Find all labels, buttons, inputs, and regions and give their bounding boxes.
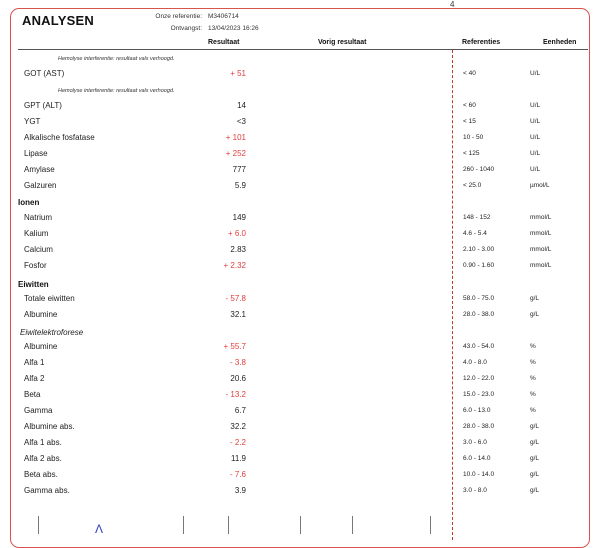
result-unit: % (530, 407, 536, 414)
table-row (0, 486, 603, 498)
reference-range: 260 - 1040 (463, 166, 495, 173)
col-reference-header: Referenties (462, 39, 501, 46)
result-value: + 55.7 (223, 342, 246, 351)
reference-range: 10 - 50 (463, 134, 484, 141)
reference-range: 12.0 - 22.0 (463, 375, 495, 382)
result-unit: g/L (530, 423, 540, 430)
result-value: + 6.0 (227, 229, 246, 238)
section-heading-ionen: Ionen (18, 198, 40, 207)
hemolysis-note: Hemolyse interferentie: resultaat vals verhoogd. (58, 88, 175, 94)
result-name: Calcium (24, 245, 53, 254)
reference-range: 4.0 - 8.0 (463, 359, 487, 366)
table-row (0, 294, 603, 306)
result-value: + 101 (225, 133, 246, 142)
table-row (0, 438, 603, 450)
result-unit: g/L (530, 471, 540, 478)
header-divider (18, 49, 588, 50)
result-name: Gamma (24, 406, 53, 415)
reference-range: 28.0 - 38.0 (463, 311, 495, 318)
bottom-divider (228, 516, 229, 534)
table-row (0, 358, 603, 370)
table-row (0, 149, 603, 161)
result-unit: g/L (530, 487, 540, 494)
table-row (0, 117, 603, 129)
table-row (0, 374, 603, 386)
signature-mark: Λ (95, 522, 104, 536)
bottom-divider (430, 516, 431, 534)
result-unit: % (530, 391, 536, 398)
table-row (0, 261, 603, 273)
result-name: Gamma abs. (24, 486, 70, 495)
result-value: 20.6 (230, 374, 246, 383)
result-value: 5.9 (234, 181, 246, 190)
reference-range: 6.0 - 13.0 (463, 407, 491, 414)
result-name: Albumine abs. (24, 422, 75, 431)
result-value: 3.9 (234, 486, 246, 495)
reference-label: Onze referentie: (155, 13, 202, 20)
result-unit: mmol/L (530, 214, 552, 221)
reference-range: 148 - 152 (463, 214, 491, 221)
result-value: <3 (236, 117, 246, 126)
result-unit: U/L (530, 70, 541, 77)
reference-value: M3406714 (208, 13, 239, 20)
result-unit: g/L (530, 439, 540, 446)
result-unit: U/L (530, 118, 541, 125)
result-unit: % (530, 343, 536, 350)
subsection-heading-eiwitelektroforese: Eiwitelektroforese (20, 328, 84, 337)
reference-range: 6.0 - 14.0 (463, 455, 491, 462)
result-value: 6.7 (234, 406, 246, 415)
result-unit: mmol/L (530, 230, 552, 237)
result-unit: U/L (530, 150, 541, 157)
result-value: 11.9 (231, 454, 246, 463)
result-unit: U/L (530, 166, 541, 173)
col-result-header: Resultaat (208, 39, 240, 46)
reference-range: < 25.0 (463, 182, 482, 189)
result-name: GOT (AST) (24, 69, 65, 78)
table-row (0, 181, 603, 193)
result-name: Alfa 2 (24, 374, 45, 383)
reference-range: 10.0 - 14.0 (463, 471, 495, 478)
result-name: Fosfor (24, 261, 47, 270)
result-name: Lipase (24, 149, 48, 158)
reference-range: < 40 (463, 70, 476, 77)
table-row (0, 422, 603, 434)
result-value: + 2.32 (223, 261, 246, 270)
table-row (0, 406, 603, 418)
result-unit: U/L (530, 134, 541, 141)
result-value: 149 (232, 213, 246, 222)
bottom-divider (352, 516, 353, 534)
result-name: Natrium (24, 213, 53, 222)
bottom-divider (300, 516, 301, 534)
table-row (0, 470, 603, 482)
section-heading-eiwitten: Eiwitten (18, 280, 49, 289)
result-name: Kalium (24, 229, 49, 238)
table-row (0, 342, 603, 354)
result-name: GPT (ALT) (24, 101, 62, 110)
result-unit: g/L (530, 455, 540, 462)
result-unit: g/L (530, 295, 540, 302)
result-name: Alfa 2 abs. (24, 454, 62, 463)
result-value: - 13.2 (225, 390, 246, 399)
result-value: 2.83 (230, 245, 246, 254)
table-row (0, 310, 603, 322)
result-unit: U/L (530, 102, 541, 109)
result-unit: g/L (530, 311, 540, 318)
result-name: Beta abs. (24, 470, 58, 479)
result-unit: % (530, 375, 536, 382)
result-unit: µmol/L (530, 182, 550, 189)
result-value: 777 (232, 165, 246, 174)
reference-range: 3.0 - 8.0 (463, 487, 487, 494)
page-number: 4 (450, 0, 455, 9)
received-label: Ontvangst: (170, 25, 202, 32)
result-value: - 3.8 (229, 358, 246, 367)
received-value: 13/04/2023 16:26 (208, 25, 259, 32)
reference-range: 43.0 - 54.0 (463, 343, 495, 350)
reference-range: 0.90 - 1.60 (463, 262, 495, 269)
reference-range: < 60 (463, 102, 476, 109)
result-value: 14 (237, 101, 246, 110)
table-row (0, 69, 603, 81)
table-row (0, 454, 603, 466)
reference-range: 58.0 - 75.0 (463, 295, 495, 302)
bottom-divider (183, 516, 184, 534)
bottom-divider (38, 516, 39, 534)
result-unit: mmol/L (530, 246, 552, 253)
table-row (0, 133, 603, 145)
result-unit: mmol/L (530, 262, 552, 269)
table-row (0, 165, 603, 177)
result-name: Albumine (24, 342, 58, 351)
result-value: + 51 (230, 69, 246, 78)
result-name: Amylase (24, 165, 55, 174)
result-name: Totale eiwitten (24, 294, 75, 303)
reference-range: 3.0 - 6.0 (463, 439, 487, 446)
result-name: Alfa 1 abs. (24, 438, 62, 447)
result-unit: % (530, 359, 536, 366)
table-row (0, 101, 603, 113)
table-row (0, 390, 603, 402)
hemolysis-note: Hemolyse interferentie: resultaat vals verhoogd. (58, 56, 175, 62)
reference-range: 28.0 - 38.0 (463, 423, 495, 430)
result-value: - 7.6 (229, 470, 246, 479)
reference-range: < 125 (463, 150, 480, 157)
result-name: YGT (24, 117, 41, 126)
table-row (0, 213, 603, 225)
reference-range: < 15 (463, 118, 476, 125)
page-title: ANALYSEN (22, 13, 94, 28)
result-name: Galzuren (24, 181, 57, 190)
result-value: - 57.8 (225, 294, 246, 303)
result-name: Beta (24, 390, 41, 399)
result-name: Alkalische fosfatase (24, 133, 95, 142)
result-value: 32.2 (230, 422, 246, 431)
result-value: + 252 (225, 149, 246, 158)
col-previous-header: Vorig resultaat (318, 39, 367, 46)
result-value: - 2.2 (229, 438, 246, 447)
reference-range: 4.6 - 5.4 (463, 230, 487, 237)
table-row (0, 229, 603, 241)
result-name: Alfa 1 (24, 358, 45, 367)
reference-range: 2.10 - 3.00 (463, 246, 495, 253)
result-value: 32.1 (230, 310, 246, 319)
table-row (0, 245, 603, 257)
col-units-header: Eenheden (543, 39, 577, 46)
reference-range: 15.0 - 23.0 (463, 391, 495, 398)
result-name: Albumine (24, 310, 58, 319)
